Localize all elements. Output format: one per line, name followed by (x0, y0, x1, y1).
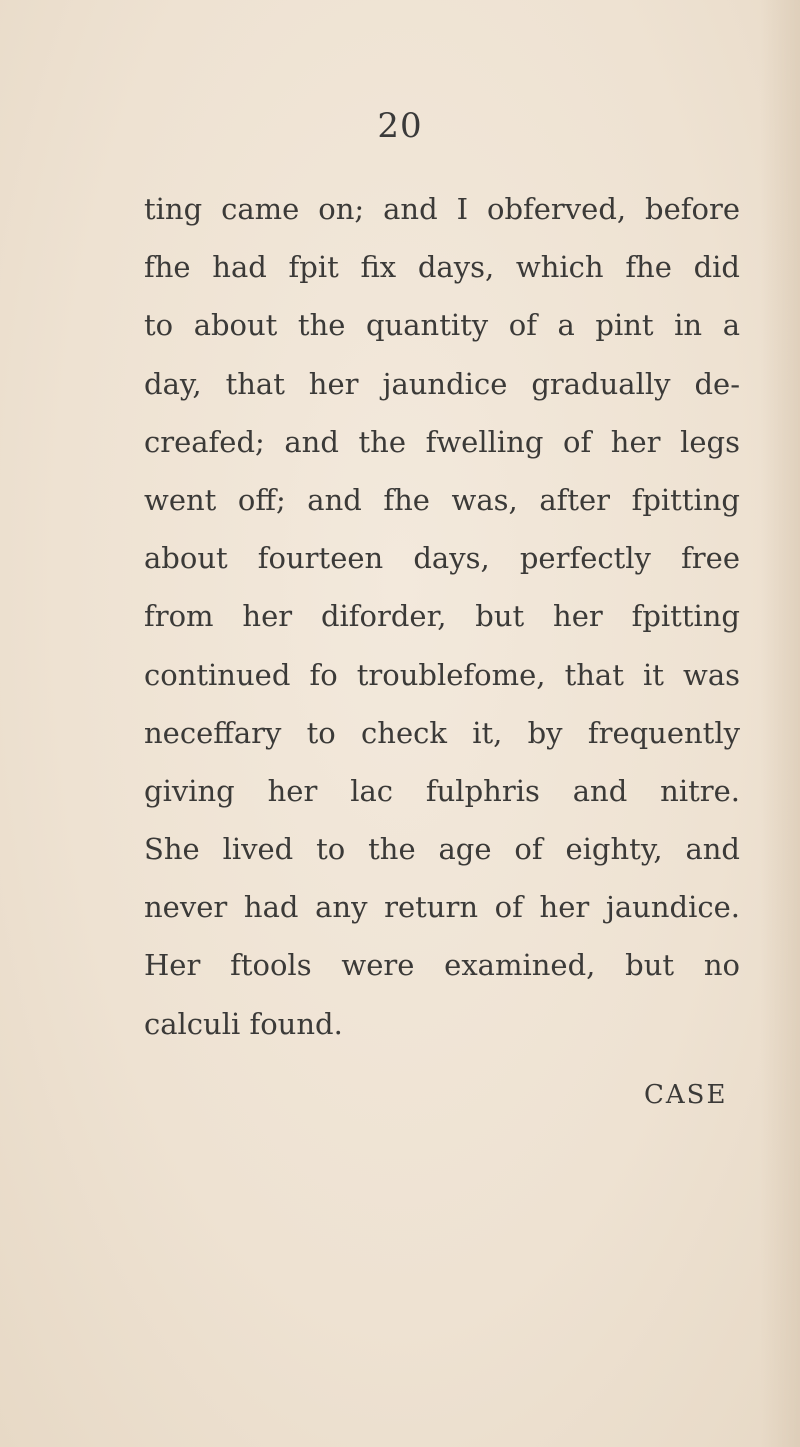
text-line: went off; and fhe was, after fpitting (144, 482, 740, 517)
page-number: 20 (377, 106, 423, 146)
text-line: calculi found. (144, 1006, 343, 1041)
page-edge-shadow (760, 0, 800, 1447)
text-line: Her ftools were examined, but no (144, 948, 740, 983)
text-line: day, that her jaundice gradually de- (144, 366, 740, 401)
text-line: about fourteen days, perfectly free (144, 541, 740, 576)
text-line: creafed; and the fwelling of her legs (144, 424, 740, 459)
body-text (144, 180, 740, 1053)
text-line: from her diforder, but her fpitting (144, 599, 740, 634)
text-line: fhe had fpit fix days, which fhe did (144, 250, 740, 285)
text-line: giving her lac fulphris and nitre. (144, 773, 740, 808)
text-line: neceffary to check it, by frequently (144, 715, 740, 750)
text-line: never had any return of her jaundice. (144, 890, 740, 925)
text-line: to about the quantity of a pint in a (144, 308, 740, 343)
text-line: ting came on; and I obferved, before (144, 192, 740, 226)
text-line: continued fo troublefome, that it was (144, 657, 740, 692)
text-line: She lived to the age of eighty, and (144, 832, 740, 867)
catchword: CASE (644, 1080, 728, 1110)
